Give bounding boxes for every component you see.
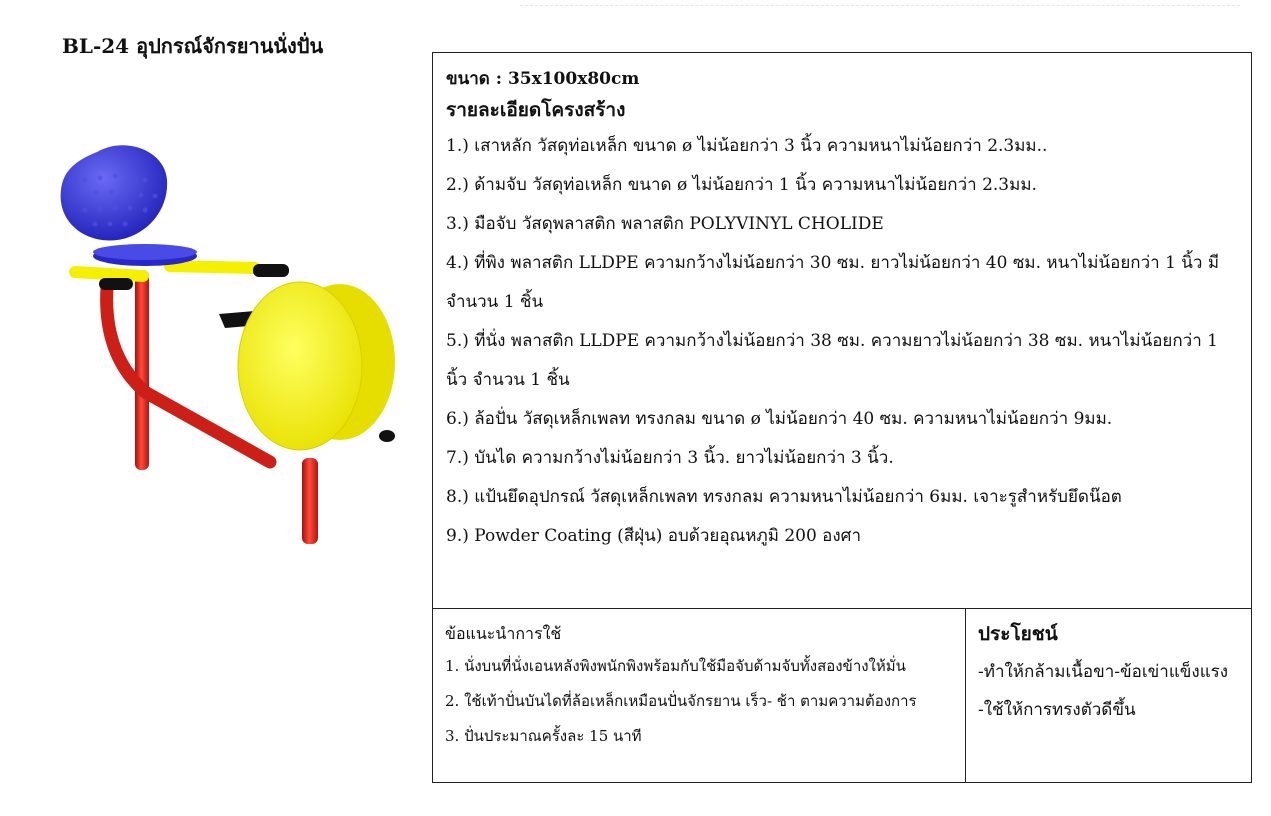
left-handle	[75, 272, 143, 276]
spec-item: 7.) บันได ความกว้างไม่น้อยกว่า 3 นิ้ว. ยาวไม่น้อยกว่า 3 นิ้ว.	[446, 448, 894, 468]
benefit-heading: ประโยชน์	[978, 623, 1058, 645]
spec-item: 5.) ที่นั่ง พลาสติก LLDPE ความกว้างไม่น้อยกว่า 38 ซม. ความยาวไม่น้อยกว่า 38 ซม. หนาไม่น้อยกว่า 1 นิ้ว จำนวน 1 ชิ้น	[446, 331, 1218, 390]
usage-item: 1. นั่งบนที่นั่งเอนหลังพิงพนักพิงพร้อมกับใช้มือจับด้ามจับทั้งสองข้างให้มั่น	[445, 657, 906, 675]
usage-item: 3. ปั่นประมาณครั้งละ 15 นาที	[445, 727, 642, 745]
right-handle	[170, 266, 255, 268]
rear-post	[135, 270, 149, 470]
info-row	[432, 608, 1252, 783]
usage-item: 2. ใช้เท้าปั่นบันไดที่ล้อเหล็กเหมือนปั่นจักรยาน เร็ว- ช้า ตามความต้องการ	[445, 692, 917, 710]
spec-item: 8.) แป้นยึดอุปกรณ์ วัสดุเหล็กเพลท ทรงกลม ความหนาไม่น้อยกว่า 6มม. เจาะรูสำหรับยึดน๊อต	[446, 487, 1122, 507]
spec-item: 3.) มือจับ วัสดุพลาสติก พลาสติก POLYVINYL CHOLIDE	[446, 214, 884, 234]
spec-item: 2.) ด้ามจับ วัสดุท่อเหล็ก ขนาด ø ไม่น้อยกว่า 1 นิ้ว ความหนาไม่น้อยกว่า 2.3มม.	[446, 175, 1037, 195]
pedal-wheel	[238, 282, 362, 450]
right-grip	[253, 264, 289, 277]
usage-heading: ข้อแนะนำการใช้	[445, 624, 562, 643]
benefit-panel	[966, 609, 1251, 782]
benefit-item: -ทำให้กล้ามเนื้อขา-ข้อเข่าแข็งแรง	[978, 662, 1229, 682]
left-grip	[99, 278, 133, 290]
exercise-bike-image	[55, 140, 405, 550]
spec-panel	[432, 52, 1252, 609]
size-text: ขนาด : 35x100x80cm	[446, 69, 640, 89]
benefit-item: -ใช้ให้การทรงตัวดีขึ้น	[978, 700, 1136, 720]
spec-item: 4.) ที่พิง พลาสติก LLDPE ความกว้างไม่น้อยกว่า 30 ซม. ยาวไม่น้อยกว่า 40 ซม. หนาไม่น้อยกว่า 1 นิ้ว มีจำนวน 1 ชิ้น	[446, 253, 1220, 312]
usage-panel	[433, 609, 966, 782]
page-title: BL-24 อุปกรณ์จักรยานนั่งปั่น	[62, 34, 324, 58]
spec-item: 9.) Powder Coating (สีฝุ่น) อบด้วยอุณหภูมิ 200 องศา	[446, 526, 862, 546]
spec-heading: รายละเอียดโครงสร้าง	[446, 99, 626, 121]
top-divider	[520, 5, 1240, 6]
spec-item: 6.) ล้อปั่น วัสดุเหล็กเพลท ทรงกลม ขนาด ø ไม่น้อยกว่า 40 ซม. ความหนาไม่น้อยกว่า 9มม.	[446, 409, 1113, 429]
spec-item: 1.) เสาหลัก วัสดุท่อเหล็ก ขนาด ø ไม่น้อยกว่า 3 นิ้ว ความหนาไม่น้อยกว่า 2.3มม..	[446, 136, 1048, 156]
seat-backrest	[61, 145, 168, 240]
front-post	[302, 458, 318, 544]
